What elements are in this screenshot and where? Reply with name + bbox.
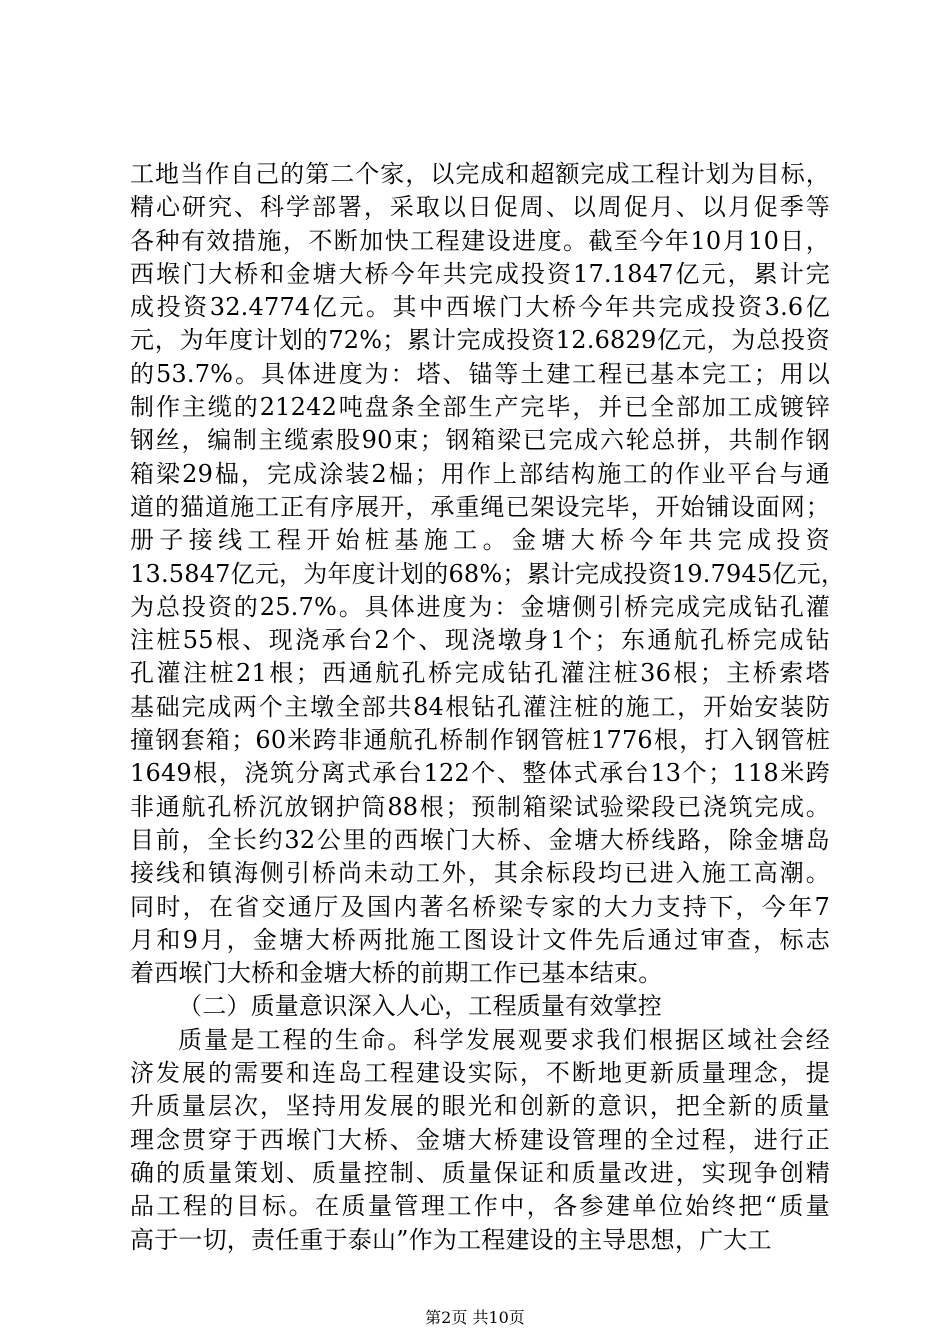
paragraph-line: 工地当作自己的第二个家，以完成和超额完成工程计划为目标， (130, 160, 830, 188)
paragraph-line: 高于一切，责任重于泰山”作为工程建设的主导思想，广大工 (130, 1225, 772, 1254)
paragraph-line: 孔灌注桩21根；西通航孔桥完成钻孔灌注桩36根；主桥索塔 (130, 659, 830, 688)
paragraph-line: 升质量层次，坚持用发展的眼光和创新的意识，把全新的质量 (130, 1092, 830, 1121)
paragraph-line: 品工程的目标。在质量管理工作中，各参建单位始终把“质量 (130, 1192, 830, 1221)
paragraph-line: 13.5847亿元，为年度计划的68%；累计完成投资19.7945亿元， (130, 559, 846, 588)
paragraph-line: 册子接线工程开始桩基施工。金塘大桥今年共完成投资 (130, 526, 830, 555)
paragraph-line: 接线和镇海侧引桥尚未动工外，其余标段均已进入施工高潮。 (130, 859, 830, 888)
paragraph-line: 非通航孔桥沉放钢护筒88根；预制箱梁试验梁段已浇筑完成。 (130, 792, 830, 821)
paragraph-line: 注桩55根、现浇承台2个、现浇墩身1个；东通航孔桥完成钻 (130, 626, 830, 655)
paragraph-line: 撞钢套箱；60米跨非通航孔桥制作钢管桩1776根，打入钢管桩 (130, 726, 830, 755)
paragraph-line: 月和9月，金塘大桥两批施工图设计文件先后通过审查，标志 (130, 925, 830, 954)
paragraph-line: 西堠门大桥和金塘大桥今年共完成投资17.1847亿元，累计完 (130, 259, 830, 288)
document-body (130, 158, 846, 1257)
paragraph-line: 各种有效措施，不断加快工程建设进度。截至今年10月10日， (130, 226, 830, 255)
paragraph-line: 理念贯穿于西堠门大桥、金塘大桥建设管理的全过程，进行正 (130, 1125, 830, 1154)
paragraph-line: 基础完成两个主墩全部共84根钻孔灌注桩的施工，开始安装防 (130, 692, 830, 721)
paragraph-line: 为总投资的25.7%。具体进度为：金塘侧引桥完成完成钻孔灌 (130, 592, 830, 621)
paragraph-line: 目前，全长约32公里的西堠门大桥、金塘大桥线路，除金塘岛 (130, 825, 830, 854)
paragraph-line: 济发展的需要和连岛工程建设实际，不断地更新质量理念，提 (130, 1059, 830, 1088)
paragraph-line: 着西堠门大桥和金塘大桥的前期工作已基本结束。 (130, 959, 663, 988)
paragraph-line: 确的质量策划、质量控制、质量保证和质量改进，实现争创精 (130, 1158, 830, 1187)
paragraph-line: 的53.7%。具体进度为：塔、锚等土建工程已基本完工；用以 (130, 359, 830, 388)
paragraph-line: 元，为年度计划的72%；累计完成投资12.6829亿元，为总投资 (130, 326, 830, 355)
paragraph-line: 精心研究、科学部署，采取以日促周、以周促月、以月促季等 (130, 193, 830, 222)
page-footer: 第2页 共10页 (425, 1308, 525, 1327)
section-heading: （二）质量意识深入人心，工程质量有效掌控 (178, 992, 662, 1021)
paragraph-line: 箱梁29榀，完成涂装2榀；用作上部结构施工的作业平台与通 (130, 459, 830, 488)
paragraph-line: 成投资32.4774亿元。其中西堠门大桥今年共完成投资3.6亿 (130, 293, 830, 322)
paragraph-line: 1649根，浇筑分离式承台122个、整体式承台13个；118米跨 (130, 759, 830, 788)
paragraph-line: 道的猫道施工正有序展开，承重绳已架设完毕，开始铺设面网； (130, 492, 830, 521)
paragraph-line: 制作主缆的21242吨盘条全部生产完毕，并已全部加工成镀锌 (130, 393, 830, 422)
paragraph-line: 质量是工程的生命。科学发展观要求我们根据区域社会经 (178, 1025, 830, 1054)
paragraph-line: 钢丝，编制主缆索股90束；钢箱梁已完成六轮总拼，共制作钢 (130, 426, 830, 455)
paragraph-line: 同时，在省交通厅及国内著名桥梁专家的大力支持下，今年7 (130, 892, 830, 921)
